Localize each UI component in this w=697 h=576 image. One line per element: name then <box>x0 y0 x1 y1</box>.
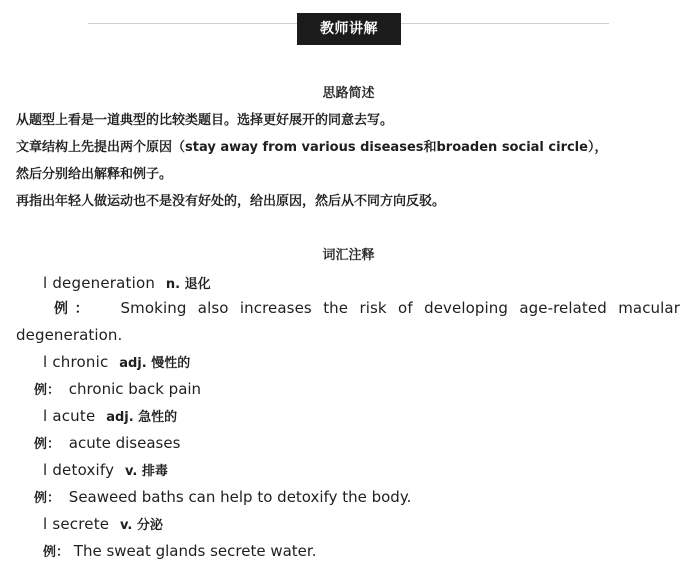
vocab-term: l acute <box>43 407 96 425</box>
vocab-definition: n. 退化 <box>165 277 211 292</box>
vocab-definition: v. 排毒 <box>125 464 168 479</box>
example-line-1 <box>16 295 680 322</box>
header-badge: 教师讲解 <box>297 13 401 45</box>
vocab-definition: v. 分泌 <box>119 518 163 533</box>
ideas-paragraph-4: 再指出年轻人做运动也不是没有好处的，给出原因，然后从不同方向反驳。 <box>16 194 446 209</box>
ideas-paragraph-1: 从题型上看是一道典型的比较类题目。选择更好展开的同意去写。 <box>16 113 394 128</box>
vocab-definition: adj. 慢性的 <box>119 356 191 371</box>
vocab-entry-degeneration <box>43 273 697 295</box>
ideas-title: 思路简述 <box>322 86 375 101</box>
vocab-term: l secrete <box>43 515 110 533</box>
example-text-line-2: degeneration. <box>16 326 123 344</box>
example-label: 例： <box>54 301 96 317</box>
vocab-example-chronic <box>34 379 697 401</box>
vocab-example-secrete <box>43 541 697 563</box>
vocab-title: 词汇注释 <box>322 248 375 263</box>
vocab-entry-detoxify <box>43 460 697 482</box>
example-text-line-1: Smoking also increases the risk of developing age-related macular <box>120 299 680 317</box>
example-label: 例： <box>34 383 61 398</box>
example-text: chronic back pain <box>68 380 202 398</box>
ideas-paragraph-3: 然后分别给出解释和例子。 <box>16 167 173 182</box>
vocab-entry-secrete <box>43 514 697 536</box>
vocab-entry-chronic <box>43 352 697 374</box>
section-header <box>0 0 697 60</box>
vocab-term: l degeneration <box>43 274 156 292</box>
vocab-entry-acute <box>43 406 697 428</box>
vocab-definition: adj. 急性的 <box>106 410 178 425</box>
example-label: 例： <box>34 437 61 452</box>
vocab-term: l detoxify <box>43 461 115 479</box>
vocab-example-degeneration <box>16 295 680 348</box>
vocab-example-detoxify <box>34 487 697 509</box>
example-text: The sweat glands secrete water. <box>73 542 317 560</box>
example-label: 例： <box>43 545 70 560</box>
example-label: 例： <box>34 491 61 506</box>
example-text: Seaweed baths can help to detoxify the body. <box>68 488 412 506</box>
example-text: acute diseases <box>68 434 181 452</box>
vocab-example-acute <box>34 433 697 455</box>
vocab-term: l chronic <box>43 353 109 371</box>
ideas-paragraph-2: 文章结构上先提出两个原因（stay away from various diseases和broaden social circle）， <box>16 140 608 155</box>
